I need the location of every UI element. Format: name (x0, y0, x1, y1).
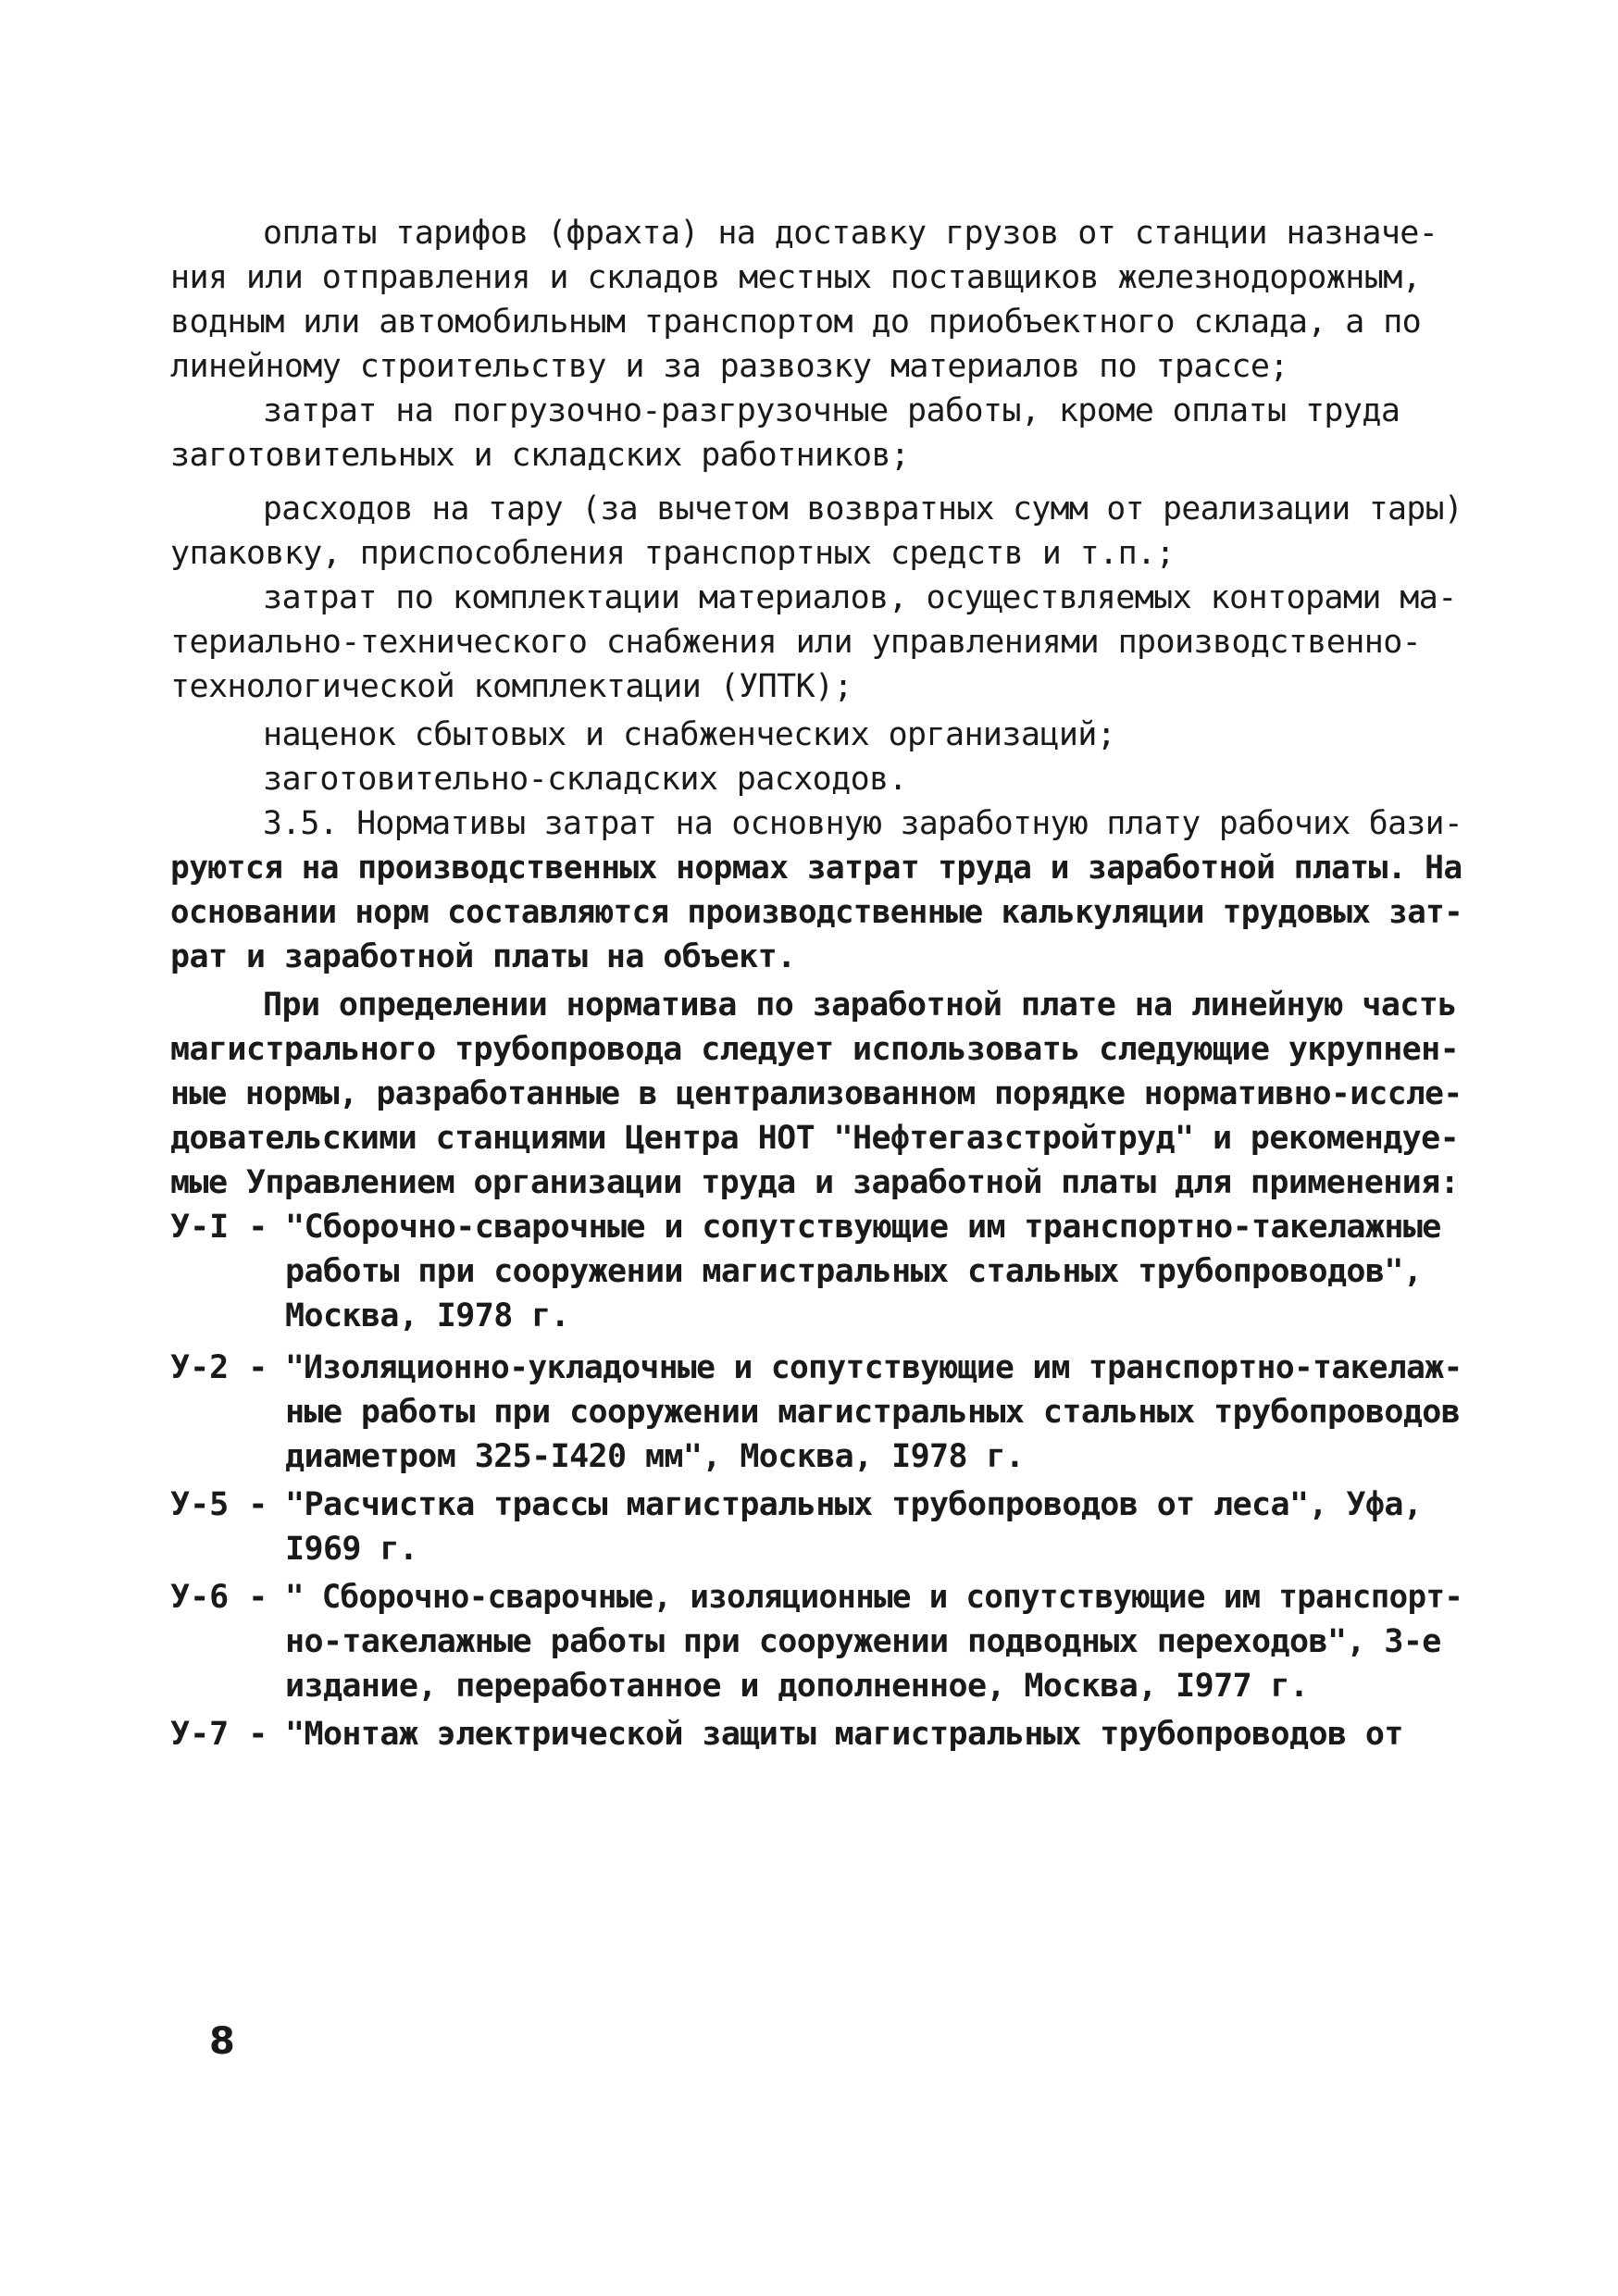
norm-code: У-I - (170, 1209, 268, 1246)
list-line: технологической комплектации (УПТК); (170, 668, 853, 705)
norms-intro-line: При определении норматива по заработной плате на линейную часть (263, 987, 1457, 1024)
norm-line: но-такелажные работы при сооружении подводных переходов", 3-е (285, 1623, 1441, 1660)
intro-line: линейному строительству и за развозку материалов по трассе; (170, 348, 1288, 385)
norm-line: "Изоляционно-укладочные и сопутствующие им транспортно-такелаж- (285, 1349, 1462, 1386)
list-line: заготовительных и складских работников; (170, 437, 910, 474)
norm-line: диаметром 325-I420 мм", Москва, I978 г. (285, 1438, 1025, 1475)
list-line: упаковку, приспособления транспортных средств и т.п.; (170, 535, 1176, 572)
intro-line: оплаты тарифов (фрахта) на доставку грузов от станции назначе- (263, 215, 1438, 252)
intro-line: водным или автомобильным транспортом до приобъектного склада, а по (170, 304, 1422, 341)
norm-line: "Монтаж электрической защиты магистральных трубопроводов от (285, 1716, 1403, 1753)
list-line: затрат на погрузочно-разгрузочные работы, кроме оплаты труда (263, 392, 1400, 429)
norm-code: У-7 - (170, 1716, 268, 1753)
intro-line: ния или отправления и складов местных поставщиков железнодорожным, (170, 259, 1422, 296)
norm-line: Москва, I978 г. (285, 1297, 570, 1334)
list-line: расходов на тару (за вычетом возвратных сумм от реализации тары) (263, 490, 1463, 527)
norm-line: I969 г. (285, 1531, 418, 1568)
list-line: затрат по комплектации материалов, осуществляемых конторами ма- (263, 579, 1457, 616)
section-3-5-line: руются на производственных нормах затрат труда и заработной платы. На (170, 850, 1462, 887)
norm-code: У-2 - (170, 1349, 268, 1386)
norm-line: " Сборочно-сварочные, изоляционные и сопутствующие им транспорт- (285, 1579, 1463, 1616)
norm-code: У-5 - (170, 1486, 268, 1523)
page-number: 8 (209, 2020, 235, 2063)
list-line: наценок сбытовых и снабженческих организаций; (263, 716, 1116, 753)
norms-intro-line: магистрального трубопровода следует использовать следующие укрупнен- (170, 1031, 1460, 1068)
norm-line: "Сборочно-сварочные и сопутствующие им транспортно-такелажные (285, 1209, 1441, 1246)
norm-line: работы при сооружении магистральных стальных трубопроводов", (285, 1253, 1423, 1290)
norms-intro-line: ные нормы, разработанные в централизованном порядке нормативно-иссле- (170, 1075, 1462, 1112)
section-3-5-line: рат и заработной платы на объект. (170, 938, 796, 975)
norms-intro-line: довательскими станциями Центра НОТ "Нефтегазстройтруд" и рекомендуе- (170, 1120, 1460, 1157)
section-3-5-line: 3.5. Нормативы затрат на основную заработную плату рабочих бази- (263, 805, 1463, 842)
section-3-5-line: основании норм составляются производственные калькуляции трудовых зат- (170, 894, 1463, 931)
norm-code: У-6 - (170, 1579, 268, 1616)
norms-intro-line: мые Управлением организации труда и заработной платы для применения: (170, 1164, 1460, 1201)
list-line: териально-технического снабжения или управлениями производственно- (170, 624, 1422, 661)
norm-line: ные работы при сооружении магистральных стальных трубопроводов (285, 1394, 1461, 1431)
norm-line: издание, переработанное и дополненное, Москва, I977 г. (285, 1668, 1309, 1705)
list-line: заготовительно-складских расходов. (263, 761, 908, 798)
norm-line: "Расчистка трассы магистральных трубопроводов от леса", Уфа, (285, 1486, 1423, 1523)
